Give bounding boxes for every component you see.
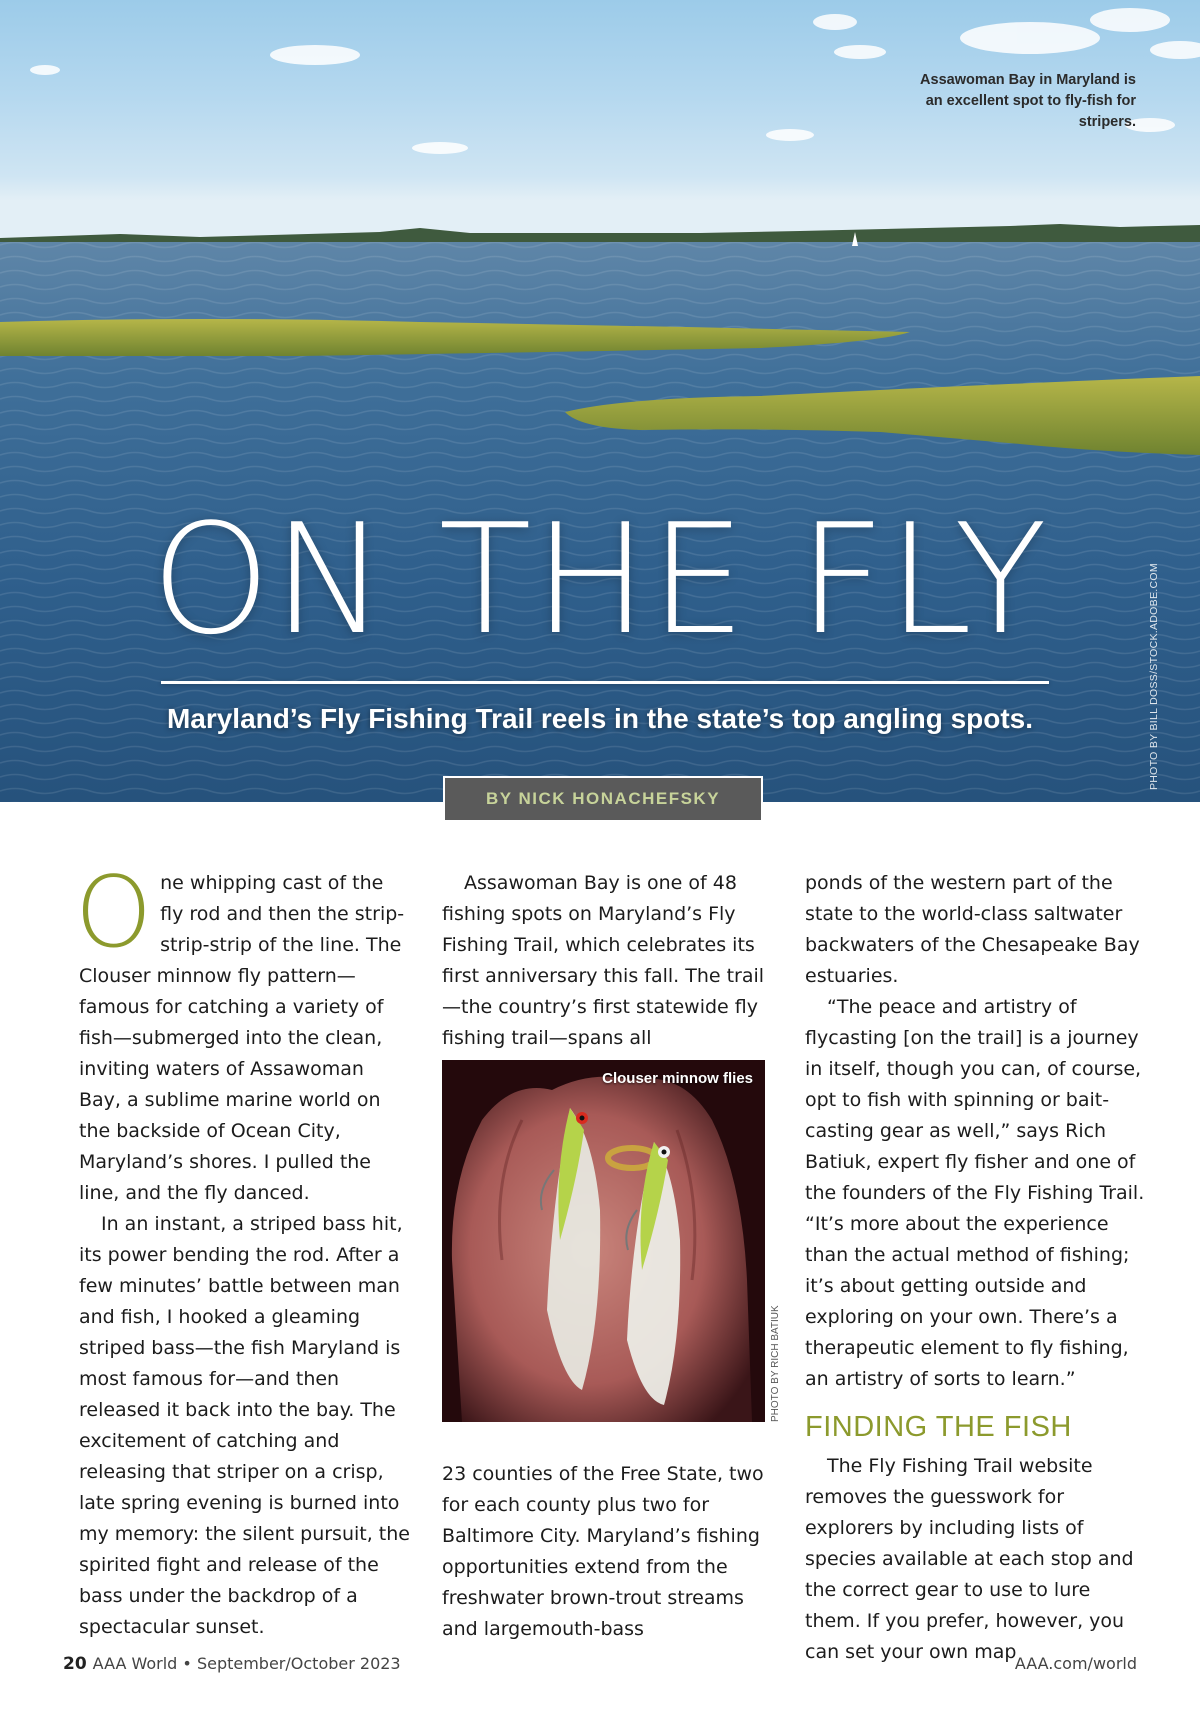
inset-photo-clouser-flies (442, 1060, 765, 1422)
page-number: 20 (63, 1654, 87, 1674)
article-paragraph: Assawoman Bay is one of 48 fishing spots on Maryland’s Fly Fishing Trail, which celebrates its first anniversary this fall. The trail—the country’s first statewide fly fishing trail—spans all (442, 872, 765, 1049)
article-paragraph: In an instant, a striped bass hit, its power bending the rod. After a few minutes’ battle between man and fish, I hooked a gleaming striped bass—the fish Maryland is most famous for—and then released it back into the bay. The excitement of catching and releasing that striper on a crisp, late spring evening is burned into my memory: the silent pursuit, the spirited fight and release of the bass under the backdrop of a spectacular sunset. (79, 1213, 410, 1638)
article-paragraph: 23 counties of the Free State, two for each county plus two for Baltimore City. Maryland’s fishing opportunities extend from the freshwater brown-trout streams and largemouth-bass (442, 1463, 764, 1640)
article-paragraph: “The peace and artistry of flycasting [on the trail] is a journey in itself, though you can, of course, opt to fish with spinning or bait-casting gear as well,” says Rich Batiuk, expert fly fisher and one of the founders of the Fly Fishing Trail. “It’s more about the experience than the actual method of fishing; it’s about getting outside and exploring on your own. There’s a therapeutic element to fly fishing, an artistry of sorts to learn.” (805, 996, 1145, 1390)
author-byline: BY NICK HONACHEFSKY (443, 776, 763, 822)
publication-info: AAA World • September/October 2023 (92, 1654, 401, 1673)
inset-photo-caption: Clouser minnow flies (602, 1070, 753, 1087)
drop-cap: O (75, 856, 153, 970)
article-paragraph: The Fly Fishing Trail website removes the guesswork for explorers by including lists of species available at each stop and the correct gear to use to lure them. If you prefer, however, you can set your own map (805, 1455, 1134, 1663)
article-paragraph: One whipping cast of the fly rod and then the strip-strip-strip of the line. The Clouser minnow fly pattern—famous for catching a variety of fish—submerged into the clean, inviting waters of Assawoman Bay, a sublime marine world on the backside of Ocean City, Maryland’s shores. I pulled the line, and the fly danced. (75, 856, 405, 1204)
footer-left (63, 1654, 401, 1674)
article-paragraph: ponds of the western part of the state to the world-class saltwater backwaters of the Chesapeake Bay estuaries. (805, 872, 1140, 987)
footer-url: AAA.com/world (1014, 1654, 1137, 1673)
flies-in-hand-illustration (442, 1060, 765, 1422)
article-column-3 (805, 868, 1145, 1668)
hero-photo-caption: Assawoman Bay in Maryland is an excellent spot to fly-fish for stripers. (920, 72, 1136, 130)
hero-photo (0, 0, 1200, 802)
inset-photo-credit: PHOTO BY RICH BATIUK (770, 1305, 781, 1422)
page-title: ON THE FLY (151, 491, 1049, 668)
palm (452, 1077, 752, 1422)
article-column-1 (75, 856, 411, 1643)
section-heading: FINDING THE FISH (805, 1411, 1072, 1443)
page-subtitle: Maryland’s Fly Fishing Trail reels in the state’s top angling spots. (166, 703, 1034, 734)
title-divider (161, 681, 1049, 684)
article-column-2-continued (442, 1459, 782, 1645)
hero-photo-credit: PHOTO BY BILL DOSS/STOCK.ADOBE.COM (1148, 563, 1160, 790)
article-column-2 (442, 868, 774, 1054)
